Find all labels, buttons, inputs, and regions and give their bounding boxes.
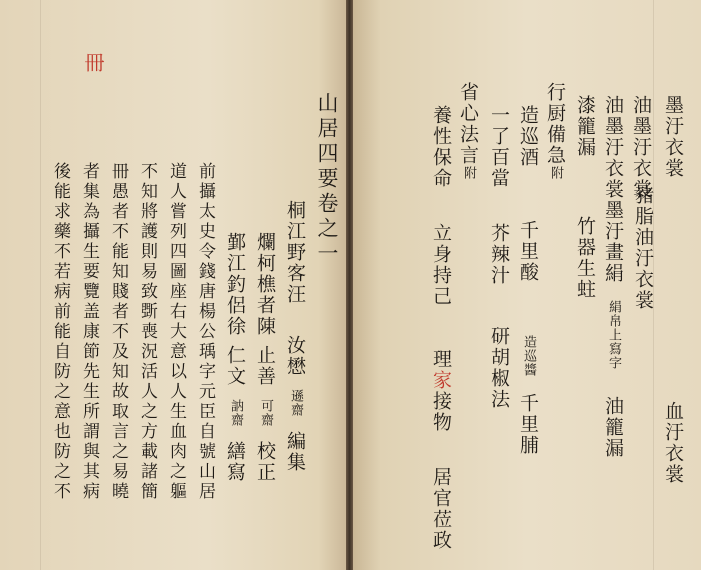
toc-column-2: 豬脂油汙衣裳: [632, 185, 654, 311]
toc-section-heading-1: 行厨備急附: [544, 82, 566, 180]
credit-line-3: 鄞江釣侶徐仁文訥齋繕寫: [224, 232, 246, 483]
toc-column-1: 墨汙衣裳血汙衣裳: [662, 95, 684, 485]
toc-section-heading-2: 省心法言附: [457, 82, 479, 180]
body-line-6: 後能求藥不若病前能自防之意也防之不: [50, 162, 70, 502]
toc-column-6: 造巡酒千里酸造巡醬千里脯: [517, 105, 539, 456]
body-line-3: 不知將護則易致斲喪況活人之方載諸簡: [137, 162, 157, 502]
toc-column-9: 養性保命立身持己理家接物居官莅政: [430, 105, 452, 551]
body-line-4: 冊愚者不能知賤者不及知故取言之易曉: [108, 162, 128, 502]
body-line-5: 者集為攝生要覽盖康節先生所謂與其病: [79, 162, 99, 502]
book-gutter: [346, 0, 353, 570]
left-page: [0, 0, 346, 570]
toc-column-3: 油墨汙衣裳墨汙畫絹絹帛上寫字油籠漏: [602, 95, 624, 459]
body-line-2: 道人嘗列四圖座右大意以人生血肉之軀: [166, 162, 186, 502]
right-page: [353, 0, 701, 570]
credit-line-2: 爛柯樵者陳止善可齋校正: [254, 232, 276, 483]
toc-column-5: 漆籠漏竹器生蛀: [574, 95, 596, 300]
credit-line-1: 桐江野客汪汝懋遜齋編集: [284, 200, 306, 473]
volume-title: 山居四要卷之一: [315, 92, 339, 267]
body-line-1: 前攝太史令錢唐楊公瑀字元臣自號山居: [195, 162, 215, 502]
red-mark: 冊: [81, 52, 105, 72]
toc-column-4: 油墨汙衣裳: [630, 95, 652, 200]
toc-column-7: 一了百當芥辣汁研胡椒法: [488, 105, 510, 410]
